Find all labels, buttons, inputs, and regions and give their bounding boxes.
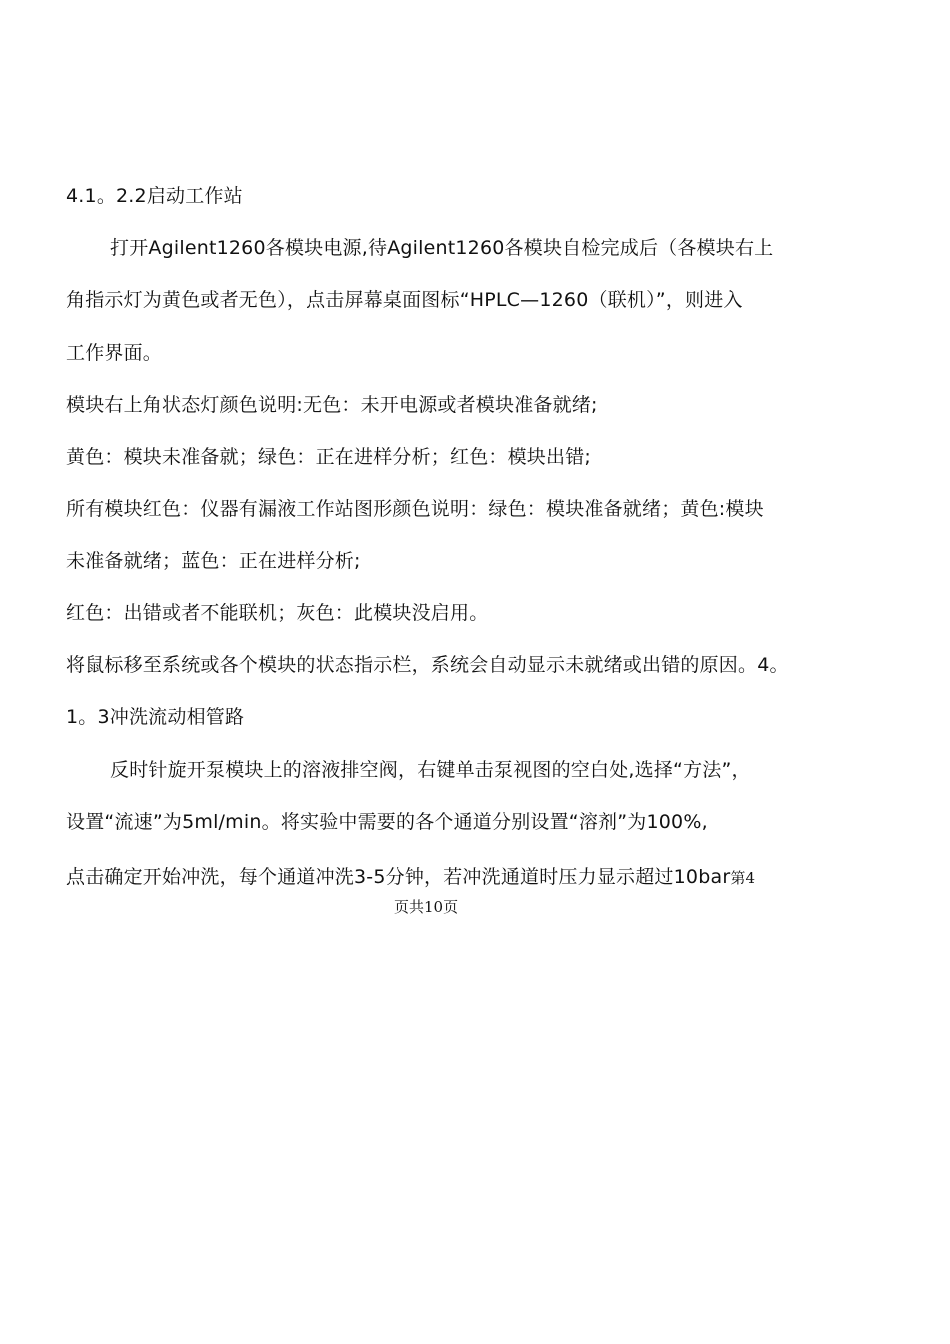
paragraph-text: 点击确定开始冲洗，每个通道冲洗3-5分钟，若冲洗通道时压力显示超过10bar (66, 866, 731, 888)
section-heading-4-1-3: 1。3冲洗流动相管路 (66, 706, 245, 728)
paragraph-line: 红色：出错或者不能联机；灰色：此模块没启用。 (66, 602, 489, 624)
paragraph-line: 打开Agilent1260各模块电源,待Agilent1260各模块自检完成后（各模块右上 (110, 237, 774, 259)
paragraph-line: 反时针旋开泵模块上的溶液排空阀，右键单击泵视图的空白处,选择“方法”， (110, 759, 751, 781)
section-heading-4-1-2-2: 4.1。2.2启动工作站 (66, 185, 243, 207)
page-marker-inline: 第4 (730, 869, 756, 887)
paragraph-line: 未准备就绪；蓝色：正在进样分析; (66, 550, 361, 572)
paragraph-line: 工作界面。 (66, 342, 163, 364)
paragraph-line: 设置“流速”为5ml/min。将实验中需要的各个通道分别设置“溶剂”为100%, (66, 811, 708, 833)
paragraph-line: 将鼠标移至系统或各个模块的状态指示栏，系统会自动显示未就绪或出错的原因。4。 (66, 654, 789, 676)
paragraph-line: 所有模块红色：仪器有漏液工作站图形颜色说明：绿色：模块准备就绪；黄色:模块 (66, 498, 764, 520)
paragraph-line: 黄色：模块未准备就；绿色：正在进样分析；红色：模块出错; (66, 446, 592, 468)
paragraph-line-with-page-marker (66, 865, 755, 890)
paragraph-line: 角指示灯为黄色或者无色），点击屏幕桌面图标“HPLC—1260（联机）”，则进入 (66, 289, 743, 311)
paragraph-line: 模块右上角状态灯颜色说明:无色：未开电源或者模块准备就绪; (66, 394, 598, 416)
page-number-footer: 页共10页 (394, 898, 459, 916)
